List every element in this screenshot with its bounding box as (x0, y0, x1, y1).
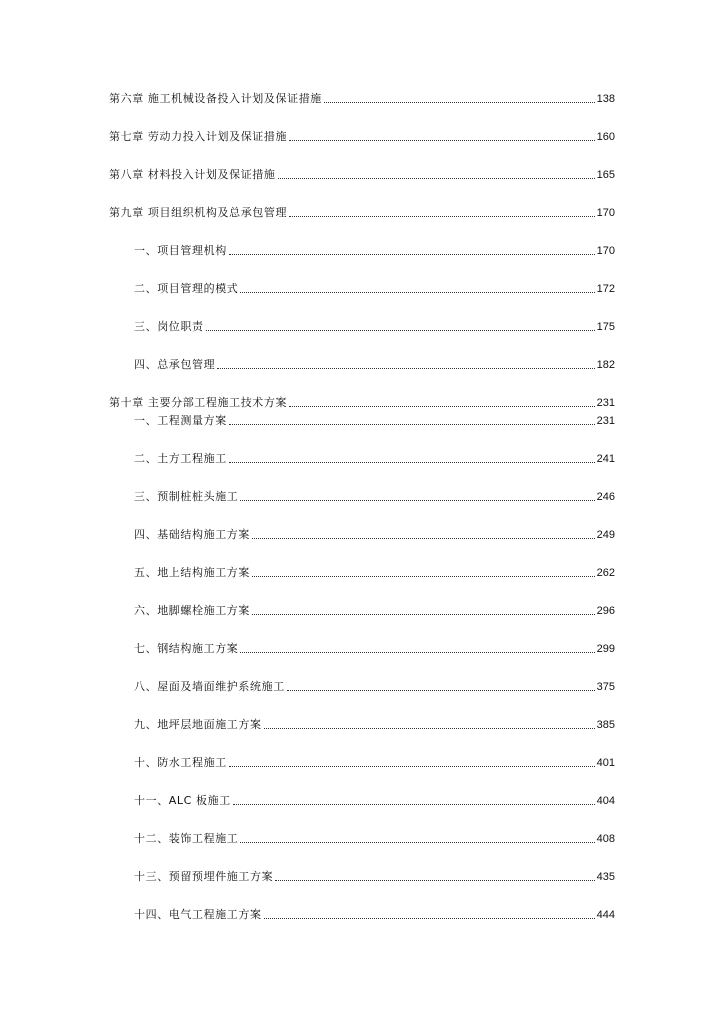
toc-entry-page-number: 246 (596, 491, 615, 503)
toc-entry-title: 十三、预留预埋件施工方案 (134, 870, 274, 883)
toc-entry-chapter-6[interactable] (109, 90, 615, 106)
toc-entry-title: 八、屋面及墙面维护系统施工 (134, 680, 285, 693)
toc-entry-page-number: 172 (596, 283, 615, 295)
toc-entry-section[interactable] (134, 716, 615, 732)
toc-entry-page-number: 404 (596, 795, 615, 807)
toc-entry-page-number: 241 (596, 453, 615, 465)
toc-dot-leader (252, 575, 595, 577)
toc-entry-section[interactable] (134, 450, 615, 466)
toc-entry-title: 十四、电气工程施工方案 (134, 908, 262, 921)
toc-entry-title: 三、预制桩桩头施工 (134, 490, 239, 503)
toc-dot-leader (252, 537, 595, 539)
toc-entry-chapter-9[interactable] (109, 204, 615, 220)
toc-dot-leader (240, 841, 594, 843)
toc-entry-title: 九、地坪层地面施工方案 (134, 718, 262, 731)
toc-entry-page-number: 408 (596, 833, 615, 845)
toc-dot-leader (233, 803, 595, 805)
toc-dot-leader (240, 291, 594, 293)
toc-entry-title: 四、基础结构施工方案 (134, 528, 250, 541)
toc-entry-title: 十一、ALC 板施工 (134, 794, 231, 807)
toc-entry-chapter-10[interactable] (109, 394, 615, 410)
toc-entry-page-number: 296 (596, 605, 615, 617)
toc-entry-page-number: 175 (596, 321, 615, 333)
toc-entry-page-number: 231 (596, 397, 615, 409)
toc-dot-leader (240, 651, 594, 653)
toc-entry-title: 二、项目管理的模式 (134, 282, 239, 295)
toc-entry-title: 七、钢结构施工方案 (134, 642, 239, 655)
toc-entry-section[interactable] (134, 906, 615, 922)
toc-entry-page-number: 160 (596, 131, 615, 143)
toc-entry-page-number: 375 (596, 681, 615, 693)
toc-entry-page-number: 249 (596, 529, 615, 541)
toc-entry-chapter-7[interactable] (109, 128, 615, 144)
toc-entry-title: 六、地脚螺栓施工方案 (134, 604, 250, 617)
toc-entry-section[interactable] (134, 488, 615, 504)
toc-entry-title: 一、工程测量方案 (134, 414, 227, 427)
toc-entry-page-number: 170 (596, 245, 615, 257)
toc-dot-leader (229, 253, 595, 255)
toc-entry-section[interactable] (134, 564, 615, 580)
toc-dot-leader (229, 461, 595, 463)
toc-entry-page-number: 165 (596, 169, 615, 181)
toc-entry-page-number: 138 (596, 93, 615, 105)
toc-dot-leader (264, 727, 595, 729)
toc-entry-title: 第九章 项目组织机构及总承包管理 (109, 206, 288, 219)
toc-entry-section[interactable] (134, 830, 615, 846)
toc-entry-title: 第七章 劳动力投入计划及保证措施 (109, 130, 288, 143)
toc-entry-section[interactable] (134, 602, 615, 618)
toc-dot-leader (264, 917, 595, 919)
toc-entry-title: 三、岗位职责 (134, 320, 204, 333)
toc-entry-page-number: 401 (596, 757, 615, 769)
toc-entry-page-number: 299 (596, 643, 615, 655)
toc-entry-chapter-8[interactable] (109, 166, 615, 182)
toc-dot-leader (252, 613, 595, 615)
toc-dot-leader (324, 101, 595, 103)
toc-dot-leader (278, 177, 595, 179)
toc-entry-page-number: 182 (596, 359, 615, 371)
toc-entry-page-number: 231 (596, 415, 615, 427)
toc-entry-page-number: 435 (596, 871, 615, 883)
toc-dot-leader (289, 139, 595, 141)
toc-entry-section[interactable] (134, 318, 615, 334)
toc-entry-section[interactable] (134, 640, 615, 656)
toc-entry-page-number: 385 (596, 719, 615, 731)
toc-dot-leader (229, 765, 595, 767)
toc-entry-section[interactable] (134, 678, 615, 694)
toc-entry-title: 十、防水工程施工 (134, 756, 227, 769)
toc-dot-leader (229, 423, 595, 425)
toc-entry-title: 第六章 施工机械设备投入计划及保证措施 (109, 92, 322, 105)
toc-entry-title: 第八章 材料投入计划及保证措施 (109, 168, 276, 181)
toc-entry-section[interactable] (134, 280, 615, 296)
toc-dot-leader (240, 499, 594, 501)
toc-dot-leader (206, 329, 595, 331)
toc-dot-leader (289, 405, 595, 407)
toc-entry-section[interactable] (134, 356, 615, 372)
toc-entry-title: 四、总承包管理 (134, 358, 216, 371)
toc-entry-section[interactable] (134, 754, 615, 770)
toc-dot-leader (217, 367, 594, 369)
toc-entry-title: 十二、装饰工程施工 (134, 832, 239, 845)
toc-entry-title: 一、项目管理机构 (134, 244, 227, 257)
toc-entry-page-number: 444 (596, 909, 615, 921)
toc-dot-leader (287, 689, 595, 691)
toc-entry-section[interactable] (134, 792, 615, 808)
toc-entry-title: 二、土方工程施工 (134, 452, 227, 465)
toc-entry-section[interactable] (134, 242, 615, 258)
toc-entry-section[interactable] (134, 526, 615, 542)
toc-entry-page-number: 170 (596, 207, 615, 219)
toc-entry-section[interactable] (134, 412, 615, 428)
toc-entry-title: 五、地上结构施工方案 (134, 566, 250, 579)
toc-dot-leader (275, 879, 594, 881)
toc-entry-page-number: 262 (596, 567, 615, 579)
toc-dot-leader (289, 215, 595, 217)
toc-entry-title: 第十章 主要分部工程施工技术方案 (109, 396, 288, 409)
toc-entry-section[interactable] (134, 868, 615, 884)
